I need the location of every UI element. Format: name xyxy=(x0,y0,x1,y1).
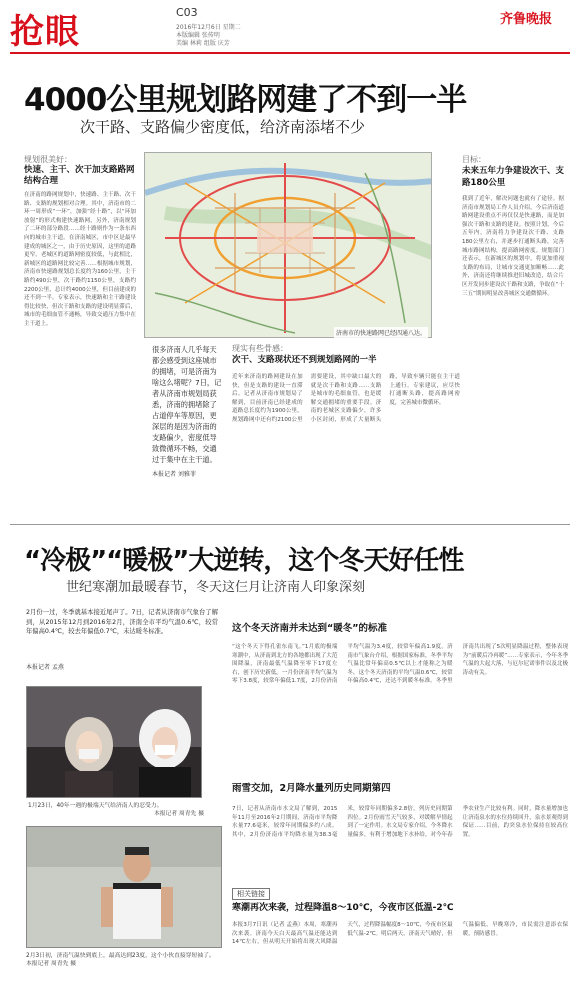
sec1-body: “这个冬天下得孔雀东南飞。”1月底的极端寒潮中，从济南到北方的各地都出现了大范围降温，济南最低气温降至零下17度左右，创下历史新低。一月份济南平均气温为零下3.8度，较常年偏低1.7度，2月份济南平均气温为3.4度，较常年偏高1.9度。济南市气象台介绍，根据国家标准，冬季平均气温比常年偏高0.5℃以上才能称之为暖冬，这个冬天济南的平均气温0.6℃，较常年偏高0.4℃，还达不到暖冬标准。冬季里济南共出现了5次明显降温过程，整体表现为“前暖后冷再暖”……专家表示，今年冬季气温的大起大落，与厄尔尼诺事件以及北极涛动有关。 xyxy=(232,644,568,685)
newspaper-name: 齐鲁晚报 xyxy=(500,12,553,27)
pullquote-text: 很多济南人几乎每天都会感受到这座城市的拥堵，可是济南为啥这么堵呢？7日，记者从济南市规划局获悉，济南的拥堵除了占道停车等原因，更深层的是因为济南的支路偏少，密度低导致微循环不畅，交通过于集中在主干道。 xyxy=(152,345,222,464)
sec3-title: 寒潮再次来袭，过程降温8～10℃，今夜市区低温-2℃ xyxy=(232,903,454,913)
photo1-byline: 本报记者 周青先 摄 xyxy=(153,811,204,817)
sec2-title: 雨雪交加，2月降水量列历史同期第四 xyxy=(232,783,391,794)
sec2-body: 7日，记者从济南市水文局了解到，2015年11月至2016年2月期间，济南市平均降水量77.6毫米，较常年同期偏多约八成。其中，2月份济南市平均降水量为38.3毫米，较常年同期偏多2.8倍，列历史同期第四位。2月份雨雪天气较多，对缓解旱情起到了一定作用。水文局专家介绍，今冬降水量偏多，有利于增加地下水补给，对今年春季农业生产比较有利。同时，降水量增加也让济南泉水的水位持续回升，泉水景观得到保证……目前，趵突泉水位保持在较高位置。 xyxy=(232,806,568,838)
mid-section-title: 次干、支路现状还不到规划路网的一半 xyxy=(232,355,377,365)
photo-warm-winter xyxy=(26,826,222,948)
story2-subhead: 世纪寒潮加最暖春节，冬天这仨月让济南人印象深刻 xyxy=(66,580,366,595)
intro-text: 2月份一过，冬季就基本接近尾声了。7日，记者从济南市气象台了解到，从2015年12月到2016年2月，济南全市平均气温0.6℃，较常年偏高0.4℃，较去年偏低0.7℃，未达暖冬标准。 xyxy=(26,609,218,635)
pullquote-byline: 本报记者 刘雅菲 xyxy=(152,471,196,478)
section-logo: 抢眼 xyxy=(10,12,80,52)
road-network-map xyxy=(144,152,432,338)
story1-mid-section xyxy=(232,343,460,513)
photo2-byline: 本报记者 周青先 摄 xyxy=(26,961,77,967)
map-graphic xyxy=(145,153,432,338)
story1-left-column xyxy=(24,154,136,513)
story1-headline: 4000公里规划路网建了不到一半 xyxy=(24,82,467,118)
editor-credit: 本版编辑 张传明 xyxy=(176,32,220,39)
design-credit: 美编 林莉 组版 庆芳 xyxy=(176,40,230,47)
story1-subhead: 次干路、支路偏少密度低，给济南添堵不少 xyxy=(80,118,366,136)
story2-headline: “冷极”“暖极”大逆转，这个冬天好任性 xyxy=(24,546,464,576)
mid-kicker: 现实有些骨感： xyxy=(232,344,288,353)
mid-body-text: 近年来济南的路网建设在加快，但是支路的建设一直滞后。记者从济南市规划局了解到，目前济南已经建成的道路总长度约为1900公里，规划路网中还有约2100公里需要建设，其中缺口最大的就是次干路和支路……支路是城市的毛细血管，也是缓解交通拥堵的重要手段。济南的老城区支路偏少，许多小区封闭，形成了大量断头路，导致车辆只能在主干道上通行。专家建议，应尽快打通断头路，提高路网密度，完善城市微循环。 xyxy=(232,374,460,423)
left-body-text: 在济南的路网规划中，快速路、主干路、次干路、支路的规划相对合理。其中，济南市的二环一周形成“一环”，加强“经十路”，以“环加放射”的形式构建快速路网，另外，济南规划了二环的部分路段……经十路则作为一条东西向的城市主干道。在济南城区，市中区是最早建成的城区之一，由于历史原因，这里的道路更窄。老城区的道路网密度较低，与此相比，新城区的道路网比较完善……根据城市规划，济南市快速路规划总长度约为160公里，主干路约490公里，次干路约1150公里，支路约2200公里，总计约4000公里，但目前建成的还不到一半。专家表示，快速路和主干路建设得比较快，但次干路和支路的建设明显滞后，城市的毛细血管不通畅，导致交通压力集中在主干道上。 xyxy=(24,192,136,327)
right-kicker: 目标： xyxy=(462,155,486,164)
story1-right-column xyxy=(462,154,564,495)
left-kicker: 规划很美好： xyxy=(24,155,72,164)
date-line xyxy=(176,24,296,48)
photo2-caption: 2月3日初，济南气温快到底上，最高达到23度，这个小伙直接穿短袖了。 xyxy=(26,953,215,959)
photo-cold-winter xyxy=(26,686,202,798)
photo-cold-graphic xyxy=(27,687,202,798)
photo-warm-graphic xyxy=(27,827,222,948)
sec1-title: 这个冬天济南并未达到“暖冬”的标准 xyxy=(232,623,387,634)
left-section-title: 快速、主干、次干加支路路网结构合理 xyxy=(24,165,135,186)
related-link-tag: 相关链接 xyxy=(232,888,270,900)
section-warm-winter xyxy=(232,622,568,771)
photo1-caption-block xyxy=(28,802,204,818)
section-cold-wave xyxy=(232,902,568,969)
right-section-title: 未来五年力争建设次干、支路180公里 xyxy=(462,166,565,188)
story1-pullquote xyxy=(152,344,222,480)
photo2-caption-block xyxy=(26,952,222,968)
sec3-body: 本报3月7日讯（记者 孟燕）本周，寒潮再次来袭。济南今天白天最高气温还能达到14℃左右，但从明天开始将出现大风降温天气，过程降温幅度8～10℃，今夜市区最低气温-2℃。明后两天，济南天气晴好，但气温偏低，早晚寒冷，市民需注意添衣保暖，预防感冒。 xyxy=(232,922,568,946)
page-number: C03 xyxy=(176,6,198,19)
story2-intro xyxy=(26,608,218,671)
right-body-text: 我到了近年，解决问题也就有了途径。据济南市规划局工作人员介绍，今后济南道路网建设重点不再仅仅是快速路，而是加强次干路和支路的建设。按照计划，今后五年内，济南将力争建设次干路、支路180公里左右，并逐步打通断头路，完善城市路网结构，提高路网密度。规划部门还表示，在新城区的规划中，将更加重视支路的布局，让城市交通更加顺畅……此外，济南还将继续推进旧城改造，结合片区开发同步建设次干路和支路，争取在“十三五”期间明显改善城区交通微循环。 xyxy=(462,196,564,297)
section-precipitation xyxy=(232,782,568,887)
intro-byline: 本报记者 孟燕 xyxy=(26,664,64,671)
photo1-caption: 1月23日，40年一遇的极端天气给济南人的忍受力。 xyxy=(28,803,163,809)
header-rule xyxy=(10,52,570,54)
story-divider xyxy=(10,524,570,525)
map-caption: 济南市的快速路网已经四通八达。 xyxy=(334,327,428,338)
issue-date: 2016年12月6日 星期二 xyxy=(176,24,241,31)
